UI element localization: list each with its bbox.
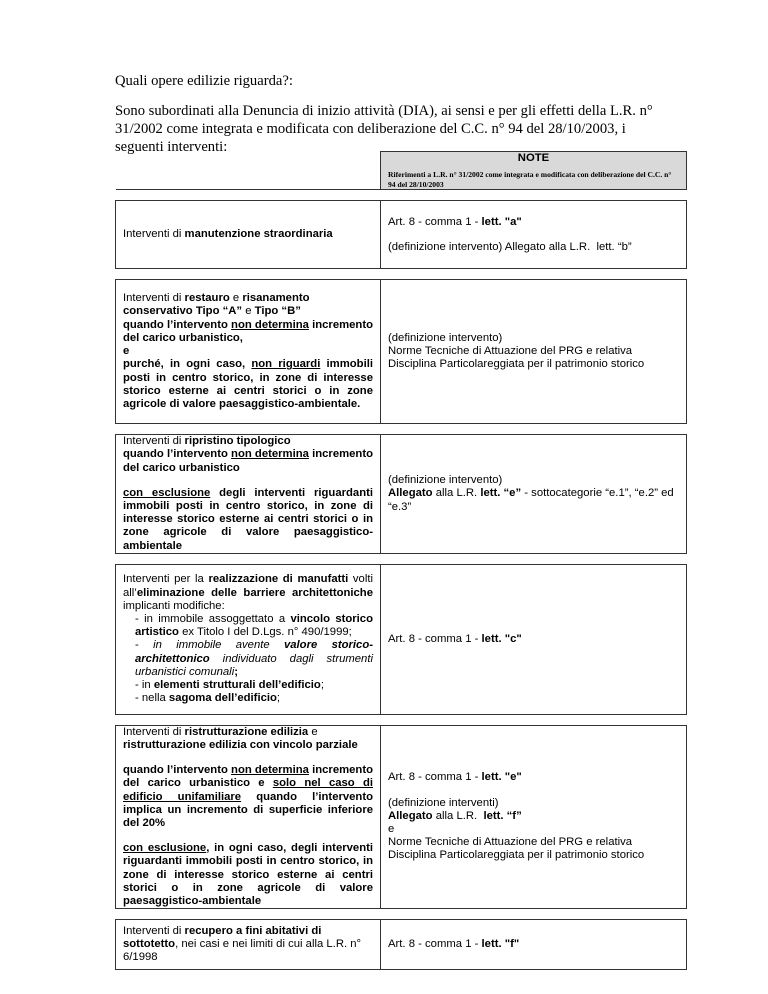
reference-cell: (definizione intervento) Allegato alla L.R. lett. “e” - sottocategorie “e.1”, “e.2” ed “e.3” <box>381 435 687 554</box>
row-spacer <box>116 269 687 280</box>
spacer-cell <box>116 424 687 435</box>
reference-cell: (definizione intervento) Norme Tecniche di Attuazione del PRG e relativa Disciplina Particolareggiata per il patrimonio storico <box>381 280 687 424</box>
reference-cell: Art. 8 - comma 1 - lett. "a" (definizione intervento) Allegato alla L.R. lett. “b” <box>381 201 687 269</box>
reference-cell: Art. 8 - comma 1 - lett. "c" <box>381 564 687 714</box>
table-header-row <box>116 152 687 190</box>
table-row <box>116 280 687 424</box>
intervention-cell: Interventi di restauro e risanamento conservativo Tipo “A” e Tipo “B” quando l’intervento non determina incremento del carico urbanistico, e purché, in ogni caso, non riguardi immobili posti in centro storico, in zone di interesse storico esterne ai centri storici o in zone agricole di valore paesaggistico-ambientale. <box>116 280 381 424</box>
note-title: NOTE <box>517 152 550 164</box>
header-empty-cell <box>116 152 381 190</box>
interventions-table <box>115 151 687 970</box>
spacer-cell <box>116 909 687 920</box>
reference-cell: Art. 8 - comma 1 - lett. "e" (definizione interventi) Allegato alla L.R. lett. “f” e Norme Tecniche di Attuazione del PRG e relativa Disciplina Particolareggiata per il patrimonio storico <box>381 725 687 908</box>
row-spacer <box>116 714 687 725</box>
spacer-cell <box>116 714 687 725</box>
row-spacer <box>116 424 687 435</box>
intro-paragraph: Sono subordinati alla Denuncia di inizio attività (DIA), ai sensi e per gli effetti della L.R. n° 31/2002 come integrata e modificata con deliberazione del C.C. n° 94 del 28/10/2003, i seguenti interventi: <box>115 103 653 155</box>
row-spacer <box>116 190 687 201</box>
intervention-cell: Interventi di ripristino tipologico quando l’intervento non determina incremento del carico urbanistico con esclusione degli interventi riguardanti immobili posti in centro storico, in zone di interesse storico esterne ai centri storici o in zone agricole di valore paesaggistico-ambientale <box>116 435 381 554</box>
spacer-cell <box>116 190 687 201</box>
intervention-cell: Interventi di ristrutturazione edilizia e ristrutturazione edilizia con vincolo parziale quando l’intervento non determina incremento del carico urbanistico e solo nel caso di edificio unifamiliare quando l’intervento implica un incremento di superficie inferiore del 20% con esclusione, in ogni caso, degli interventi riguardanti immobili posti in centro storico, in zone di interesse storico esterne ai centri storici o in zone agricole di valore paesaggistico-ambientale <box>116 725 381 908</box>
note-header-cell <box>381 152 687 190</box>
intervention-cell: Interventi di manutenzione straordinaria <box>116 201 381 269</box>
intervention-cell: Interventi di recupero a fini abitativi di sottotetto, nei casi e nei limiti di cui alla L.R. n° 6/1998 <box>116 920 381 970</box>
table-row <box>116 725 687 908</box>
spacer-cell <box>116 269 687 280</box>
table-row <box>116 435 687 554</box>
note-subtitle: Riferimenti a L.R. n° 31/2002 come integrata e modificata con deliberazione del C.C. n° 94 del 28/10/2003 <box>388 170 672 189</box>
row-spacer <box>116 553 687 564</box>
table-row <box>116 201 687 269</box>
row-spacer <box>116 909 687 920</box>
reference-cell: Art. 8 - comma 1 - lett. "f" <box>381 920 687 970</box>
question-heading: Quali opere edilizie riguarda?: <box>115 73 293 89</box>
intervention-cell: Interventi per la realizzazione di manufatti volti all’eliminazione delle barriere architettoniche implicanti modifiche: - in immobile assoggettato a vincolo storico artistico ex Titolo I del D.Lgs. n° 490/1999; - in immobile avente valore storico-architettonico individuato dagli strumenti urbanistici comunali; - in elementi strutturali dell’edificio; - nella sagoma dell’edificio; <box>116 564 381 714</box>
spacer-cell <box>116 553 687 564</box>
table-row <box>116 564 687 714</box>
table-row <box>116 920 687 970</box>
